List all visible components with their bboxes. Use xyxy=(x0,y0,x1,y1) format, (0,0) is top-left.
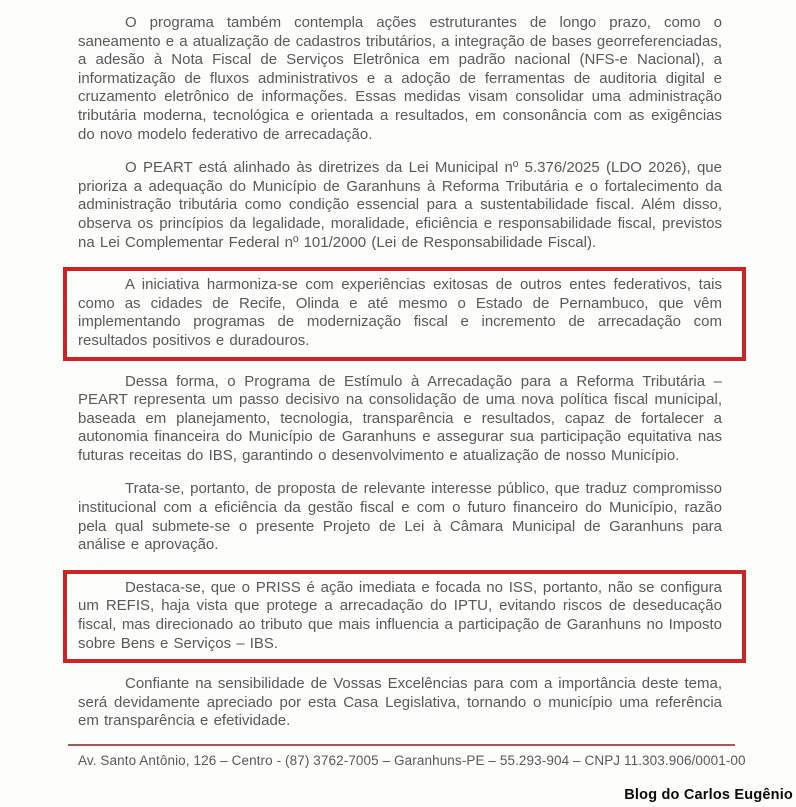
blog-credit: Blog do Carlos Eugênio xyxy=(624,787,793,803)
highlight-box-1 xyxy=(63,267,746,360)
paragraph-1: O programa também contempla ações estruturantes de longo prazo, como o saneamento e a atualização de cadastros tributários, a integração de bases georreferenciadas, a adesão à Nota Fiscal de Serviços Eletrônica em padrão nacional (NFS-e Nacional), a informatização de fluxos administrativos e a adoção de ferramentas de auditoria digital e cruzamento eletrônico de informações. Essas medidas visam consolidar uma administração tributária moderna, tecnológica e orientada a resultados, em consonância com as exigências do novo modelo federativo de arrecadação. xyxy=(78,14,722,143)
document-footer xyxy=(68,744,746,768)
document-body xyxy=(78,14,722,746)
footer-address: Av. Santo Antônio, 126 – Centro - (87) 3762-7005 – Garanhuns-PE – 55.293-904 – CNPJ 11.303.906/0001-00 xyxy=(78,753,746,768)
paragraph-2: O PEART está alinhado às diretrizes da Lei Municipal nº 5.376/2025 (LDO 2026), que prioriza a adequação do Município de Garanhuns à Reforma Tributária e o fortalecimento da administração tributária como condição essencial para a sustentabilidade fiscal. Além disso, observa os princípios da legalidade, moralidade, eficiência e responsabilidade fiscal, previstos na Lei Complementar Federal nº 101/2000 (Lei de Responsabilidade Fiscal). xyxy=(78,159,722,251)
paragraph-4: Dessa forma, o Programa de Estímulo à Arrecadação para a Reforma Tributária – PEART representa um passo decisivo na consolidação de uma nova política fiscal municipal, baseada em planejamento, tecnologia, transparência e resultados, capaz de fortalecer a autonomia financeira do Município de Garanhuns e assegurar sua participação equitativa nas futuras receitas do IBS, garantindo o desenvolvimento e atualização de nosso Município. xyxy=(78,372,722,464)
highlight-box-2 xyxy=(63,570,746,663)
paragraph-6-highlighted: Destaca-se, que o PRISS é ação imediata e focada no ISS, portanto, não se configura um REFIS, haja vista que protege a arrecadação do IPTU, evitando riscos de deseducação fiscal, mas direcionado ao tributo que mais influencia a participação de Garanhuns no Imposto sobre Bens e Serviços – IBS. xyxy=(78,578,722,652)
paragraph-5: Trata-se, portanto, de proposta de relevante interesse público, que traduz compromisso institucional com a eficiência da gestão fiscal e com o futuro financeiro do Município, razão pela qual submete-se o presente Projeto de Lei à Câmara Municipal de Garanhuns para análise e aprovação. xyxy=(78,480,722,554)
paragraph-7: Confiante na sensibilidade de Vossas Excelências para com a importância deste tema, será devidamente apreciado por esta Casa Legislativa, tornando o município uma referência em transparência e efetividade. xyxy=(78,675,722,730)
paragraph-3-highlighted: A iniciativa harmoniza-se com experiências exitosas de outros entes federativos, tais como as cidades de Recife, Olinda e até mesmo o Estado de Pernambuco, que vêm implementando programas de modernização fiscal e incremento de arrecadação com resultados positivos e duradouros. xyxy=(78,276,722,349)
footer-divider xyxy=(68,744,735,746)
